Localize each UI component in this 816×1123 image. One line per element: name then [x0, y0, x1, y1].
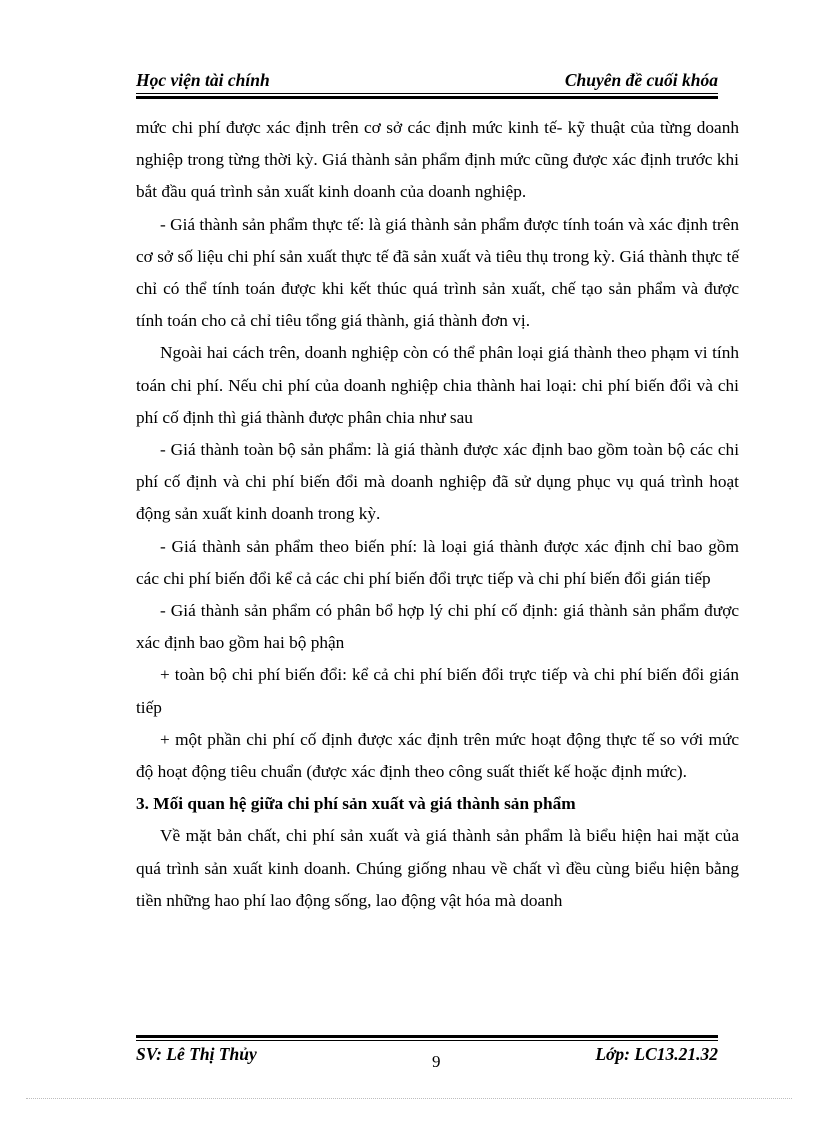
page-header [136, 68, 718, 92]
paragraph-variable-part: + toàn bộ chi phí biến đổi: kể cả chi phí biến đổi trực tiếp và chi phí biến đổi gián tiếp [136, 665, 739, 717]
paragraph-classification: Ngoài hai cách trên, doanh nghiệp còn có thể phân loại giá thành theo phạm vi tính toán chi phí. Nếu chi phí của doanh nghiệp chia thành hai loại: chi phí biến đổi và chi phí cố định thì giá thành được phân chia như sau [136, 343, 739, 427]
footer-student-name: SV: Lê Thị Thủy [136, 1044, 257, 1064]
paragraph-variable-cost: - Giá thành sản phẩm theo biến phí: là loại giá thành được xác định chỉ bao gồm các chi phí biến đổi kể cả các chi phí biến đổi trực tiếp và chi phí biến đổi gián tiếp [136, 536, 739, 588]
header-document-type: Chuyên đề cuối khóa [564, 70, 718, 90]
page-body [136, 112, 739, 917]
paragraph-actual-cost: - Giá thành sản phẩm thực tế: là giá thành sản phẩm được tính toán và xác định trên cơ sở số liệu chi phí sản xuất thực tế đã sản xuất và tiêu thụ trong kỳ. Giá thành thực tế chỉ có thể tính toán được khi kết thúc quá trình sản xuất, chế tạo sản phẩm và được tính toán cho cả chỉ tiêu tổng giá thành, giá thành đơn vị. [136, 214, 739, 331]
section-heading: 3. Mối quan hệ giữa chi phí sản xuất và giá thành sản phẩm [136, 794, 576, 814]
paragraph-allocated-fixed-cost: - Giá thành sản phẩm có phân bổ hợp lý chi phí cố định: giá thành sản phẩm được xác định bao gồm hai bộ phận [136, 601, 739, 653]
paragraph-fixed-part: + một phần chi phí cố định được xác định trên mức hoạt động thực tế so với mức độ hoạt động tiêu chuẩn (được xác định theo công suất thiết kế hoặc định mức). [136, 729, 739, 782]
footer-class-code: Lớp: LC13.21.32 [595, 1044, 718, 1064]
footer-rule-thin [136, 1040, 718, 1041]
paragraph-relationship: Về mặt bản chất, chi phí sản xuất và giá thành sản phẩm là biểu hiện hai mặt của quá trình sản xuất kinh doanh. Chúng giống nhau về chất vì đều cùng biểu hiện bằng tiền những hao phí lao động sống, lao động vật hóa mà doanh [136, 826, 739, 910]
paragraph-continuation: mức chi phí được xác định trên cơ sở các định mức kinh tế- kỹ thuật của từng doanh nghiệp trong từng thời kỳ. Giá thành sản phẩm định mức cũng được xác định trước khi bắt đầu quá trình sản xuất kinh doanh của doanh nghiệp. [136, 118, 739, 202]
page-number: 9 [432, 1052, 441, 1071]
page-bottom-dotted-border [26, 1098, 792, 1099]
paragraph-full-cost: - Giá thành toàn bộ sản phẩm: là giá thành được xác định bao gồm toàn bộ các chi phí cố định và chi phí biến đổi mà doanh nghiệp đã sử dụng phục vụ quá trình hoạt động sản xuất kinh doanh trong kỳ. [136, 440, 739, 524]
page-footer [136, 1043, 718, 1071]
footer-rule-thick [136, 1035, 718, 1038]
header-rule-thin [136, 93, 718, 94]
header-institution: Học viện tài chính [136, 70, 270, 90]
header-rule-thick [136, 96, 718, 99]
